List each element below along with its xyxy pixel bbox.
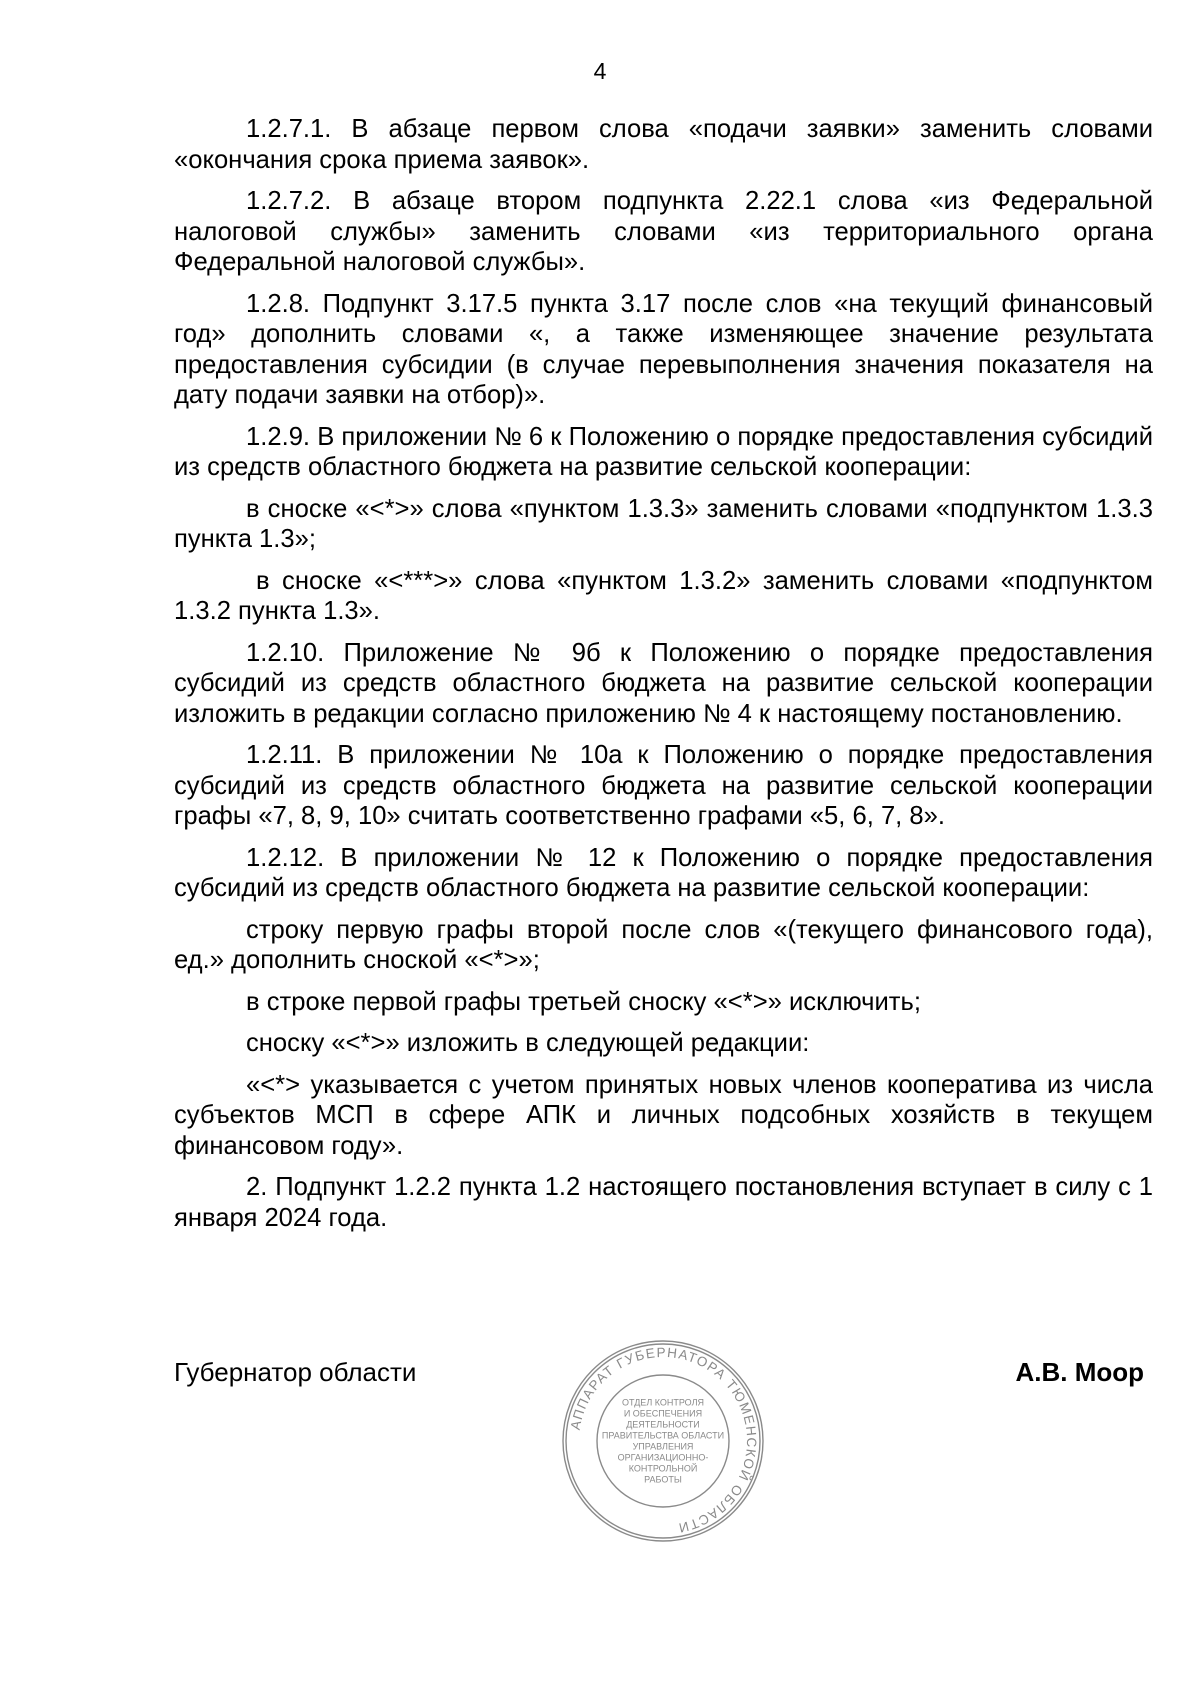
paragraph-1-2-9: 1.2.9. В приложении № 6 к Положению о порядке предоставления субсидий из средств областного бюджета на развитие сельской кооперации: bbox=[174, 422, 1153, 481]
paragraph-exclude-footnote: в строке первой графы третьей сноску «<*>» исключить; bbox=[246, 987, 921, 1016]
paragraph-row-one: строку первую графы второй после слов «(текущего финансового года), ед.» дополнить сноской «<*>»; bbox=[174, 915, 1153, 974]
paragraph-1-2-7-2: 1.2.7.2. В абзаце втором подпункта 2.22.1 слова «из Федеральной налоговой службы» заменить словами «из территориального органа Федеральной налоговой службы». bbox=[174, 187, 1153, 276]
paragraph-2: 2. Подпункт 1.2.2 пункта 1.2 настоящего постановления вступает в силу с 1 января 2024 года. bbox=[174, 1173, 1153, 1232]
paragraph-1-2-12: 1.2.12. В приложении № 12 к Положению о порядке предоставления субсидий из средств областного бюджета на развитие сельской кооперации: bbox=[174, 843, 1153, 902]
seal-inner-line: ОРГАНИЗАЦИОННО- bbox=[617, 1452, 709, 1463]
signature-role: Губернатор области bbox=[174, 1357, 417, 1387]
seal-inner-line: И ОБЕСПЕЧЕНИЯ bbox=[623, 1408, 703, 1419]
seal-inner-line: ОТДЕЛ КОНТРОЛЯ bbox=[622, 1397, 704, 1408]
seal-inner-line: ПРАВИТЕЛЬСТВА ОБЛАСТИ bbox=[601, 1430, 725, 1441]
seal-inner-line: ДЕЯТЕЛЬНОСТИ bbox=[626, 1419, 700, 1430]
seal-outer-text: АППАРАТ ГУБЕРНАТОРА ТЮМЕНСКОЙ ОБЛАСТИ bbox=[567, 1344, 760, 1536]
paragraph-footnote-1: в сноске «<*>» слова «пунктом 1.3.3» заменить словами «подпунктом 1.3.3 пункта 1.3»; bbox=[174, 494, 1153, 553]
paragraph-1-2-8: 1.2.8. Подпункт 3.17.5 пункта 3.17 после слов «на текущий финансовый год» дополнить словами «, а также изменяющее значение результата предоставления субсидии (в случае перевыполнения значения показателя на дату подачи заявки на отбор)». bbox=[174, 289, 1153, 409]
paragraph-footnote-edit: сноску «<*>» изложить в следующей редакции: bbox=[246, 1029, 810, 1057]
paragraph-1-2-7-1: 1.2.7.1. В абзаце первом слова «подачи заявки» заменить словами «окончания срока приема заявок». bbox=[174, 115, 1153, 174]
paragraph-1-2-10: 1.2.10. Приложение № 9б к Положению о порядке предоставления субсидий из средств областного бюджета на развитие сельской кооперации изложить в редакции согласно приложению № 4 к настоящему постановлению. bbox=[174, 638, 1153, 728]
page-number: 4 bbox=[593, 58, 607, 84]
official-seal-stamp bbox=[560, 1338, 766, 1544]
signature-name: А.В. Моор bbox=[1015, 1357, 1144, 1387]
paragraph-footnote-text: «<*> указывается с учетом принятых новых членов кооператива из числа субъектов МСП в сфере АПК и личных подсобных хозяйств в текущем финансовом году». bbox=[174, 1070, 1153, 1160]
paragraph-1-2-11: 1.2.11. В приложении № 10а к Положению о порядке предоставления субсидий из средств областного бюджета на развитие сельской кооперации графы «7, 8, 9, 10» считать соответственно графами «5, 6, 7, 8». bbox=[174, 741, 1153, 830]
document-body bbox=[174, 114, 1153, 1244]
seal-inner-line: УПРАВЛЕНИЯ bbox=[632, 1441, 694, 1452]
seal-inner-line: КОНТРОЛЬНОЙ bbox=[628, 1463, 698, 1474]
seal-inner-text bbox=[602, 1398, 724, 1485]
seal-inner-line: РАБОТЫ bbox=[644, 1474, 682, 1485]
paragraph-footnote-3: в сноске «<***>» слова «пунктом 1.3.2» заменить словами «подпунктом 1.3.2 пункта 1.3». bbox=[174, 566, 1153, 625]
